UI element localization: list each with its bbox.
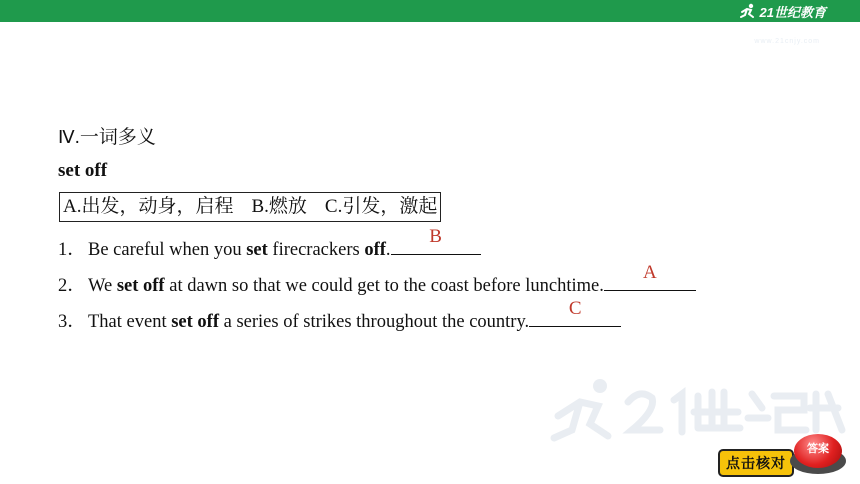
- target-phrase: set off: [58, 160, 108, 181]
- key-word: set: [246, 240, 268, 260]
- key-word: set off: [116, 276, 165, 296]
- answer-text: A: [642, 262, 657, 283]
- question-text: That event: [88, 312, 172, 332]
- choices-box: [59, 192, 441, 222]
- logo-subtext: www.21cnjy.com: [754, 38, 820, 45]
- choice-b: B.燃放: [251, 196, 307, 217]
- choice-a: A.出发，动身，启程: [63, 196, 234, 217]
- section-heading: [58, 122, 156, 149]
- section-title: .一词多义: [74, 127, 156, 148]
- runner-logo-icon: [739, 3, 757, 19]
- question-text: at dawn so that we could get to the coast before lunchtime.: [164, 276, 604, 296]
- answer-blank[interactable]: [391, 226, 481, 255]
- section-number: Ⅳ: [58, 127, 75, 147]
- key-word: set off: [171, 312, 219, 332]
- question-3: [58, 298, 621, 333]
- question-text: We: [88, 276, 117, 296]
- question-number: 1．: [58, 240, 86, 260]
- question-text: .: [385, 240, 391, 260]
- header-bar: [0, 0, 860, 22]
- question-number: 2．: [58, 276, 86, 296]
- answer-text: B: [429, 226, 442, 247]
- logo-text: 21世纪教育: [759, 4, 826, 20]
- choice-c: C.引发，激起: [324, 196, 438, 217]
- question-2: [58, 262, 696, 297]
- key-word: off: [364, 240, 386, 260]
- answer-blank[interactable]: [529, 298, 621, 327]
- answer-button[interactable]: [790, 434, 846, 476]
- question-text: Be careful when you: [88, 240, 247, 260]
- answer-text: C: [568, 298, 582, 319]
- answer-blank[interactable]: [604, 262, 696, 291]
- answer-button-label: 答案: [807, 443, 829, 455]
- question-text: firecrackers: [267, 240, 365, 260]
- site-logo: [739, 2, 826, 20]
- question-text: a series of strikes throughout the country.: [219, 312, 530, 332]
- question-1: [58, 226, 481, 261]
- question-number: 3．: [58, 312, 86, 332]
- check-answer-button[interactable]: 点击核对: [718, 449, 794, 477]
